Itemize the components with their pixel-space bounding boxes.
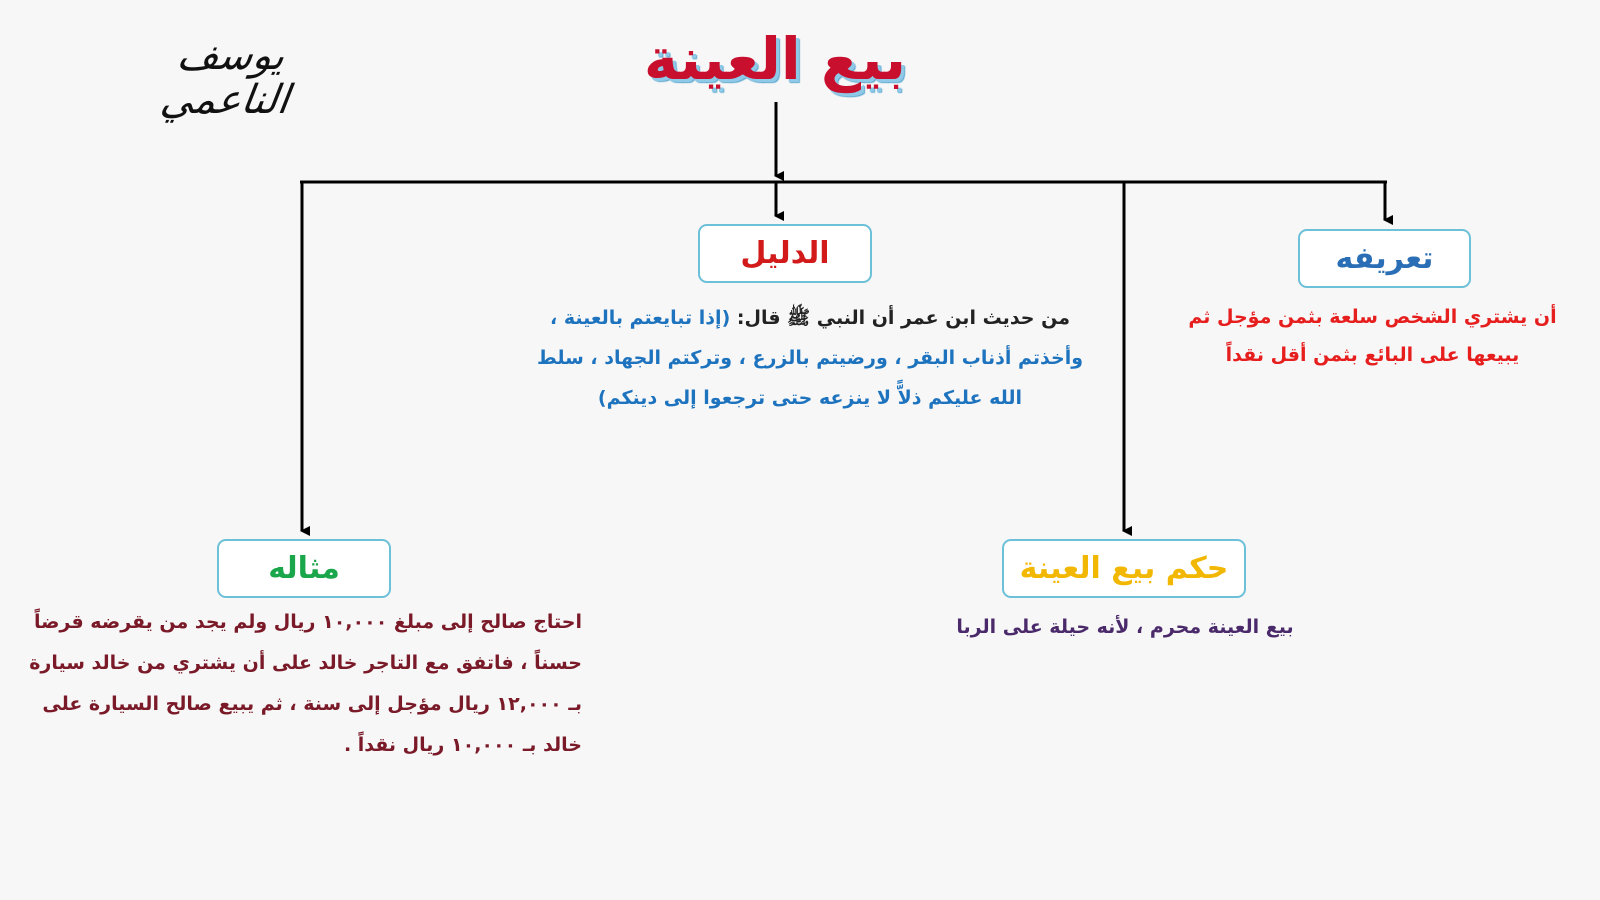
evidence-box [698, 224, 872, 283]
ruling-box [1002, 539, 1246, 598]
evidence-heading: الدليل [740, 236, 830, 271]
main-title: بيع العينة [643, 25, 907, 93]
evidence-intro: من حديث ابن عمر أن النبي ﷺ قال: [736, 307, 1070, 329]
example-text: احتاج صالح إلى مبلغ ١٠,٠٠٠ ريال ولم يجد من يقرضه قرضاً حسناً ، فاتفق مع التاجر خالد على أن يشتري من خالد سيارة بـ ١٢,٠٠٠ ريال مؤجل إلى سنة ، ثم يبيع صالح السيارة على خالد بـ ١٠,٠٠٠ ريال نقداً . [29, 611, 582, 756]
definition-heading: تعريفه [1335, 241, 1434, 276]
example-heading: مثاله [268, 551, 340, 586]
example-box [217, 539, 391, 598]
definition-text: أن يشتري الشخص سلعة بثمن مؤجل ثم يبيعها على البائع بثمن أقل نقداً [1188, 306, 1557, 366]
author-signature: يوسف الناعمي [157, 33, 293, 123]
definition-box [1298, 229, 1471, 288]
ruling-text: بيع العينة محرم ، لأنه حيلة على الربا [956, 616, 1294, 638]
evidence-text [520, 298, 1100, 418]
ruling-heading: حكم بيع العينة [1019, 551, 1229, 586]
evidence-hadith: (إذا تبايعتم بالعينة ، وأخذتم أذناب البقر ، ورضيتم بالزرع ، وتركتم الجهاد ، سلط الله عليكم ذلاًّ لا ينزعه حتى ترجعوا إلى دينكم) [536, 307, 1084, 409]
